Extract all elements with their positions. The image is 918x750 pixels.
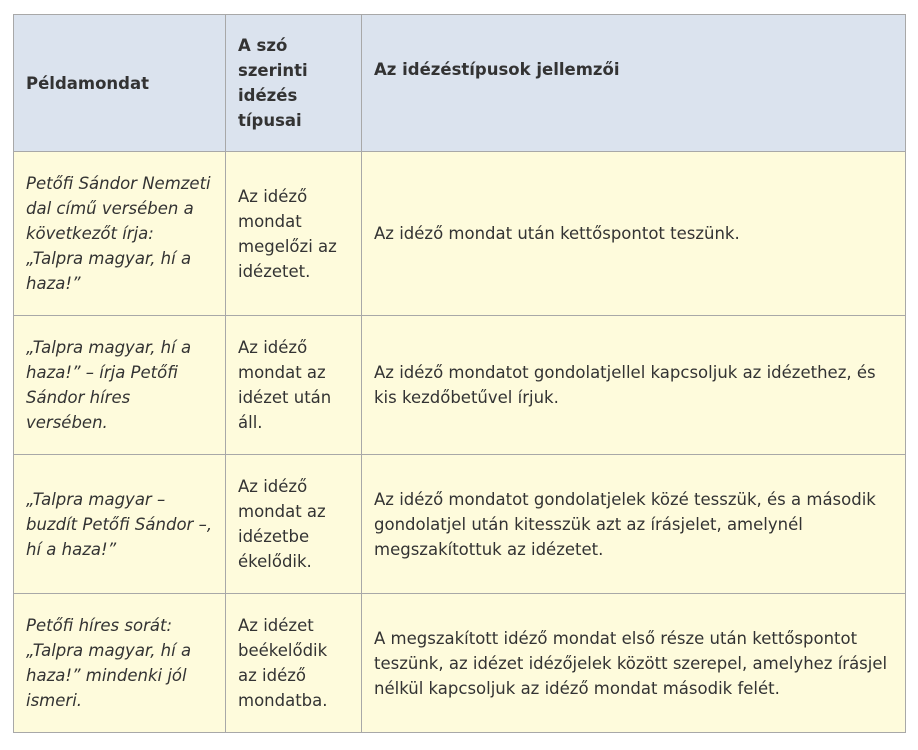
type-cell: Az idéző mondat megelőzi az idézetet. <box>226 152 362 316</box>
table-row <box>14 455 906 594</box>
table-header-row <box>14 15 906 152</box>
quotation-types-table <box>13 14 906 733</box>
description-cell: Az idéző mondatot gondolatjelek közé tesszük, és a második gondolatjel után kitesszük azt az írásjelet, amelynél megszakítottuk az idézetet. <box>362 455 906 594</box>
type-cell: Az idézet beékelődik az idéző mondatba. <box>226 594 362 733</box>
example-cell: Petőfi Sándor Nemzeti dal című versében a következőt írja: „Talpra magyar, hí a haza!” <box>14 152 226 316</box>
description-cell: Az idéző mondatot gondolatjellel kapcsoljuk az idézethez, és kis kezdőbetűvel írjuk. <box>362 316 906 455</box>
description-cell: Az idéző mondat után kettőspontot teszünk. <box>362 152 906 316</box>
table-row <box>14 152 906 316</box>
type-cell: Az idéző mondat az idézet után áll. <box>226 316 362 455</box>
header-quote-type: A szó szerinti idézés típusai <box>226 15 362 152</box>
quotation-types-table-wrapper <box>13 14 906 733</box>
example-cell: Petőfi híres sorát: „Talpra magyar, hí a haza!” mindenki jól ismeri. <box>14 594 226 733</box>
header-characteristics-text: Az idézéstípusok jellemzői <box>374 60 620 79</box>
header-characteristics <box>362 15 906 152</box>
type-cell: Az idéző mondat az idézetbe ékelődik. <box>226 455 362 594</box>
table-row <box>14 316 906 455</box>
table-row <box>14 594 906 733</box>
header-example: Példamondat <box>14 15 226 152</box>
example-cell: „Talpra magyar – buzdít Petőfi Sándor –, hí a haza!” <box>14 455 226 594</box>
description-cell: A megszakított idéző mondat első része után kettőspontot teszünk, az idézet idézőjelek között szerepel, amelyhez írásjel nélkül kapcsoljuk az idéző mondat második felét. <box>362 594 906 733</box>
example-cell: „Talpra magyar, hí a haza!” – írja Petőfi Sándor híres versében. <box>14 316 226 455</box>
